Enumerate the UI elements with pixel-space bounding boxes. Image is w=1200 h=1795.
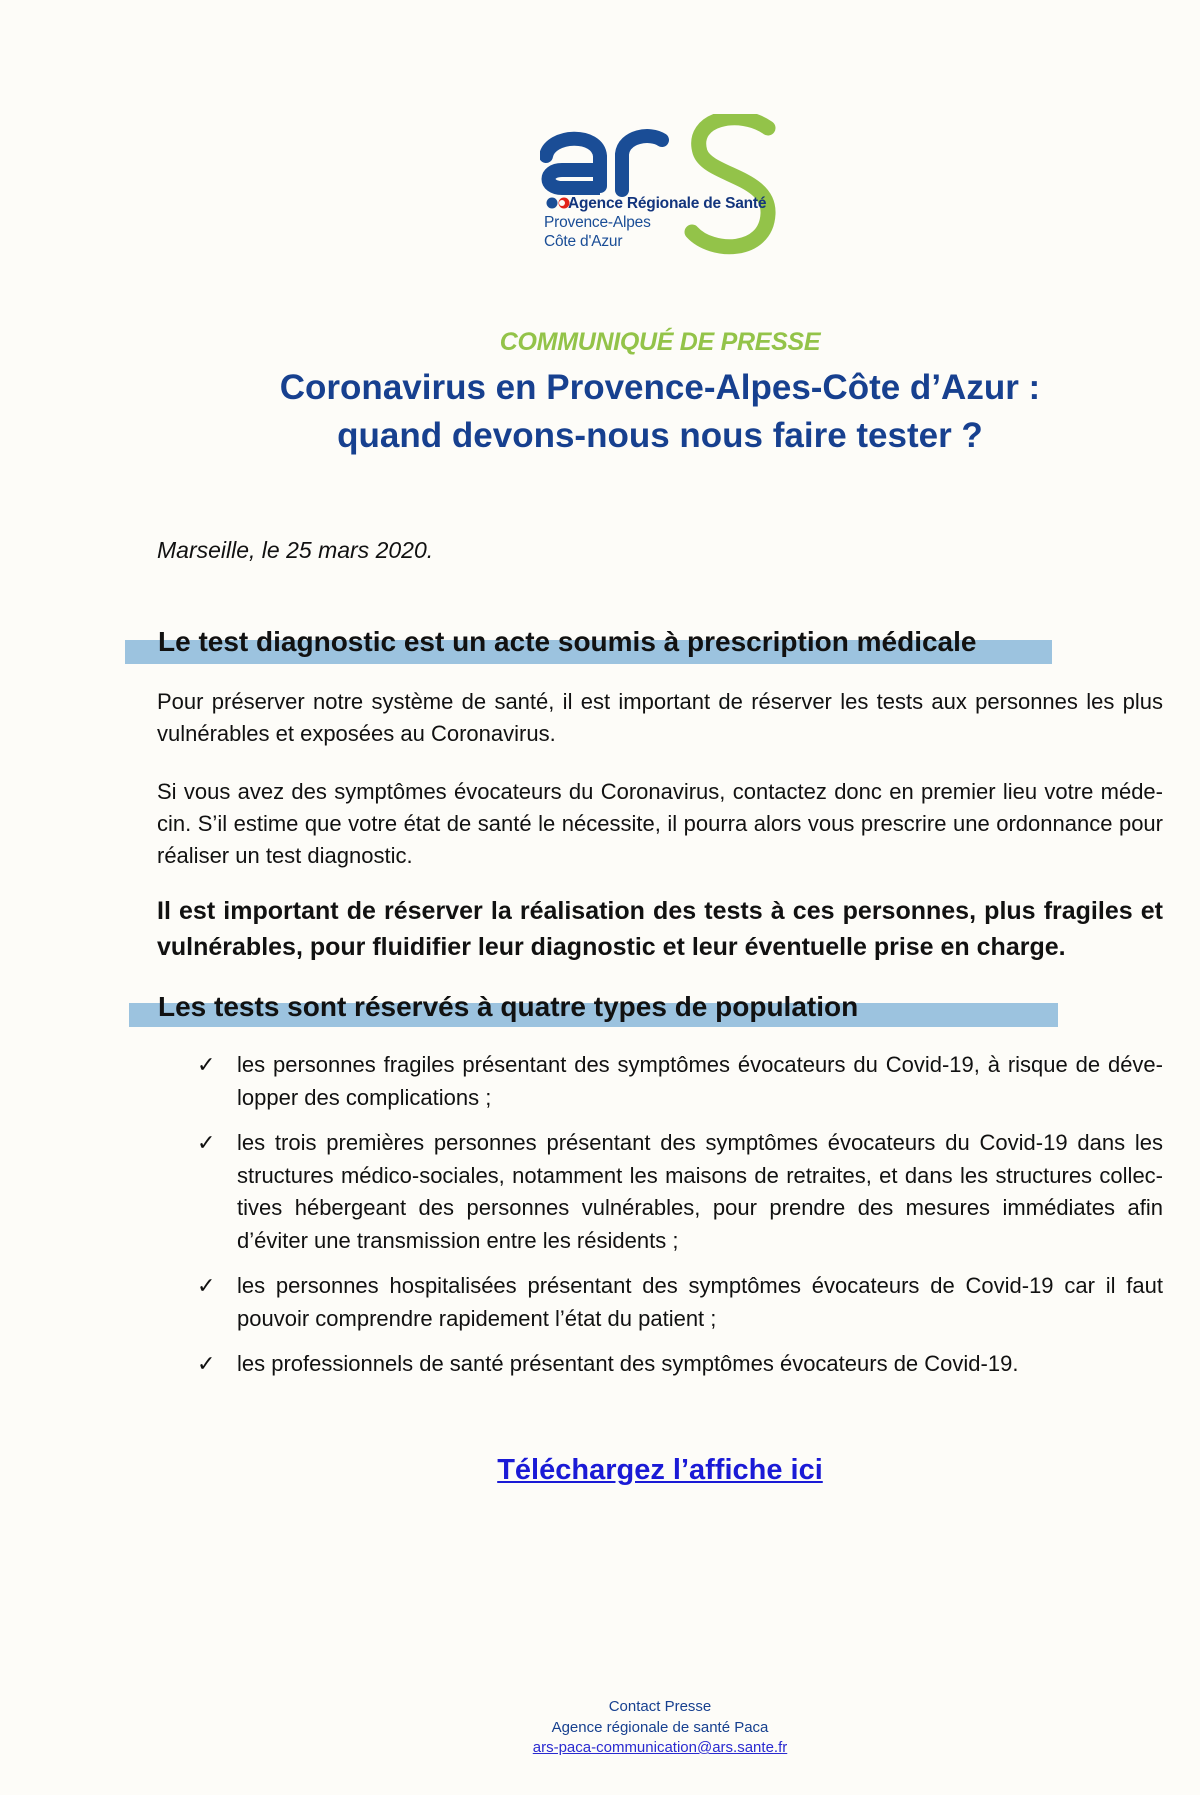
checkmark-icon: ✓: [197, 1273, 216, 1298]
list-item-text: les personnes fragiles présentant des symptômes évocateurs du Covid-19, à risque de déve-lopper des complications ;: [237, 1052, 1163, 1110]
checkmark-icon: ✓: [197, 1130, 216, 1155]
section2-heading: Les tests sont réservés à quatre types de population: [158, 991, 859, 1022]
checkmark-icon: ✓: [197, 1052, 216, 1077]
download-link-container: [0, 1454, 1200, 1487]
logo-agency: Agence Régionale de Santé: [568, 195, 767, 212]
section1-paragraph-1: Pour préserver notre système de santé, il est important de réserver les tests aux personnes les plus vulnérables et exposées au Coronavirus.: [157, 689, 1163, 746]
contact-org: Agence régionale de santé Paca: [551, 1718, 769, 1736]
page-title: [60, 364, 1200, 460]
population-list: [157, 1049, 1163, 1394]
title-line-2: quand devons-nous nous faire tester ?: [337, 416, 983, 455]
list-item: [157, 1270, 1163, 1335]
checkmark-icon: ✓: [197, 1351, 216, 1376]
section1-heading: Le test diagnostic est un acte soumis à prescription médicale: [158, 626, 977, 657]
list-item-text: les trois premières personnes présentant des symptômes évocateurs du Covid-19 dans les structures médico-sociales, notamment les maisons de retraites, et dans les structures collec-tives hébergeant des personnes vulnérables, pour prendre des mesures immédiates afin d’éviter une transmission entre les résidents ;: [237, 1130, 1163, 1253]
logo-region-line2: Côte d'Azur: [544, 233, 623, 250]
contact-email-link[interactable]: ars-paca-communication@ars.sante.fr: [532, 1739, 788, 1756]
contact-label: Contact Presse: [608, 1698, 712, 1715]
press-release-kicker: COMMUNIQUÉ DE PRESSE: [499, 328, 821, 356]
list-item: [157, 1049, 1163, 1114]
section1-paragraph-3: Il est important de réserver la réalisation des tests à ces personnes, plus fragiles et vulnérables, pour fluidifier leur diagnostic et leur éventuelle prise en charge.: [157, 897, 1163, 961]
list-item-text: les professionnels de santé présentant des symptômes évocateurs de Covid-19.: [237, 1351, 1019, 1376]
ars-logo: [540, 114, 780, 259]
list-item: [157, 1127, 1163, 1257]
download-poster-link[interactable]: Téléchargez l’affiche ici: [497, 1454, 823, 1486]
release-date: Marseille, le 25 mars 2020.: [157, 537, 434, 563]
logo-text: [544, 194, 766, 251]
logo-region-line1: Provence-Alpes: [544, 214, 651, 231]
list-item: [157, 1348, 1163, 1381]
section1-paragraph-2: Si vous avez des symptômes évocateurs du Coronavirus, contactez donc en premier lieu votre méde-cin. S’il estime que votre état de santé le nécessite, il pourra alors vous prescrire une ordonnance pour réaliser un test diagnostic.: [157, 779, 1163, 868]
title-line-1: Coronavirus en Provence-Alpes-Côte d’Azur :: [279, 368, 1041, 407]
press-contact: [0, 1697, 1200, 1759]
list-item-text: les personnes hospitalisées présentant des symptômes évocateurs de Covid-19 car il faut pouvoir comprendre rapidement l’état du patient ;: [237, 1273, 1163, 1331]
